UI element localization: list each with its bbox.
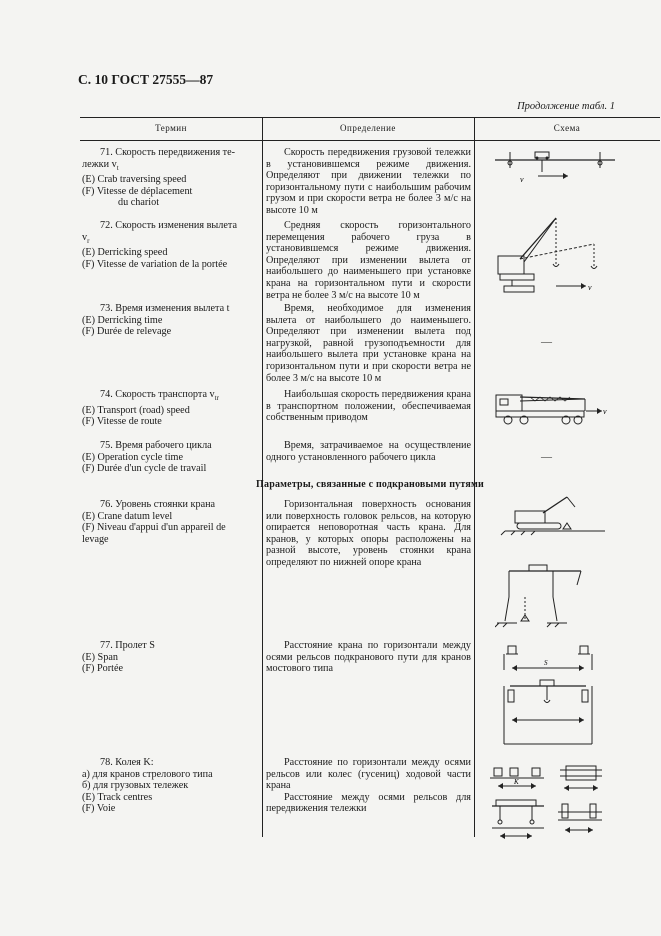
term-77	[82, 640, 258, 675]
term-line: (E) Derricking time	[82, 314, 163, 326]
column-divider	[474, 117, 475, 837]
term-line: (E) Track centres	[82, 791, 153, 803]
term-71: 71. Скорость передвижения те- лежки $v_t$ (E) Crab traversing speed (F) Vitesse de déplacement du chariot	[82, 147, 258, 209]
term-line: 76. Уровень стоянки крана	[100, 499, 216, 510]
term-line: (E) Operation cycle time	[82, 451, 183, 463]
term-line: (E) Derricking speed	[82, 247, 168, 259]
term-line: 75. Время рабочего цикла	[100, 440, 212, 451]
scheme-76-datum-level	[495, 493, 620, 633]
scheme-label: v	[603, 407, 607, 416]
scheme-label: v	[588, 283, 592, 292]
term-line: levage	[82, 533, 109, 545]
term-line: 78. Колея K:	[100, 757, 154, 768]
term-line: (F) Vitesse de variation de la portée	[82, 258, 228, 270]
column-header-term: Термин	[155, 123, 187, 133]
term-line: (E) Transport (road) speed	[82, 404, 190, 416]
column-header-definition: Определение	[340, 123, 396, 133]
term-line: а) для кранов стрелового типа	[82, 768, 213, 780]
term-line: (E) Crab traversing speed	[82, 174, 187, 186]
definition-78b: Расстояние между осями рельсов для передвижения тележки	[266, 791, 471, 815]
term-78	[82, 757, 258, 815]
definition-75: Время, затрачиваемое на осуществление одного установленного рабочего цикла	[266, 440, 471, 463]
table-continuation-label: Продолжение табл. 1	[517, 101, 615, 112]
table-top-rule	[80, 117, 660, 118]
column-header-scheme: Схема	[553, 123, 581, 133]
scheme-label: S	[544, 659, 548, 667]
term-75	[82, 440, 258, 475]
term-line: (E) Crane datum level	[82, 510, 173, 522]
definition-72: Средняя скорость горизонтального перемещения рабочего груза в установившемся режиме движения. Определяют при изменении вылета от наибольшего до наименьшего при установке крана на горизонтальном пути и скорости ветра не более 3 м/с на высоте 10 м	[266, 220, 471, 301]
definition-74: Наибольшая скорость передвижения крана в транспортном положении, обеспечиваемая собственным приводом	[266, 389, 471, 424]
definition-71: Скорость передвижения грузовой тележки в установившемся режиме движения. Определяют при движении тележки по горизонтальному пути с наибольшим рабочим грузом и при скорости ветра не более 3 м/с на высоте 10 м	[266, 147, 471, 216]
term-line: 73. Время изменения вылета t	[100, 303, 230, 314]
term-73	[82, 303, 258, 338]
scheme-74-truck-crane	[490, 385, 620, 429]
scheme-label: v	[520, 175, 524, 184]
scheme-label: K	[514, 778, 519, 786]
term-line: (F) Portée	[82, 663, 124, 675]
scheme-78-track	[486, 760, 620, 846]
definition-78	[266, 757, 471, 815]
term-line: 72. Скорость изменения вылета	[100, 220, 237, 231]
term-line: (F) Niveau d'appui d'un appareil de	[82, 522, 226, 534]
scheme-72-derricking-crane	[490, 214, 620, 296]
term-line: (F) Vitesse de déplacement	[82, 185, 193, 197]
term-74: 74. Скорость транспорта $v_{tr}$ (E) Transport (road) speed (F) Vitesse de route	[82, 389, 258, 428]
definition-73: Время, необходимое для изменения вылета от наибольшего до наименьшего. Определяют при изменении вылета под нагрузкой, равной грузоподъемности для наибольшего вылета при установке крана на горизонтальном пути и при скорости ветра не более 3 м/с на высоте 10 м	[266, 303, 471, 384]
term-line: 77. Пролет S	[100, 640, 155, 651]
scheme-73-none: —	[541, 336, 552, 348]
definition-76: Горизонтальная поверхность основания или поверхность головок рельсов, на которую опирается неповоротная часть крана. Для кранов, у которых опоры расположены на разной высоте, уровень стоянки крана определяют по нижней опоре крана	[266, 499, 471, 568]
scheme-77-span	[496, 640, 621, 750]
term-line: (F) Voie	[82, 803, 116, 815]
term-line: (E) Span	[82, 651, 118, 663]
term-line: 71. Скорость передвижения те-	[100, 147, 236, 158]
term-line: v	[82, 231, 88, 243]
scheme-71-trolley	[490, 146, 620, 186]
term-76	[82, 499, 258, 545]
column-divider	[262, 117, 263, 837]
page-header: С. 10 ГОСТ 27555—87	[78, 72, 214, 87]
term-line: du chariot	[118, 197, 160, 209]
term-line: (F) Durée de relevage	[82, 326, 172, 338]
term-line: (F) Vitesse de route	[82, 416, 162, 428]
term-line: б) для грузовых тележек	[82, 780, 189, 792]
table-head-rule	[80, 140, 660, 141]
term-line: лежки v	[82, 158, 117, 170]
section-heading: Параметры, связанные с подкрановыми путями	[256, 479, 484, 490]
definition-78a: Расстояние по горизонтали между осями рельсов или колес (гусениц) ходовой части крана	[266, 757, 471, 792]
term-72: 72. Скорость изменения вылета $v_r$ (E) Derricking speed (F) Vitesse de variation de la portée	[82, 220, 258, 270]
term-line: (F) Durée d'un cycle de travail	[82, 463, 207, 475]
term-line: 74. Скорость транспорта v	[100, 389, 215, 400]
scheme-75-none: —	[541, 451, 552, 463]
definition-77: Расстояние крана по горизонтали между осями рельсов подкранового пути для кранов мостового типа	[266, 640, 471, 675]
